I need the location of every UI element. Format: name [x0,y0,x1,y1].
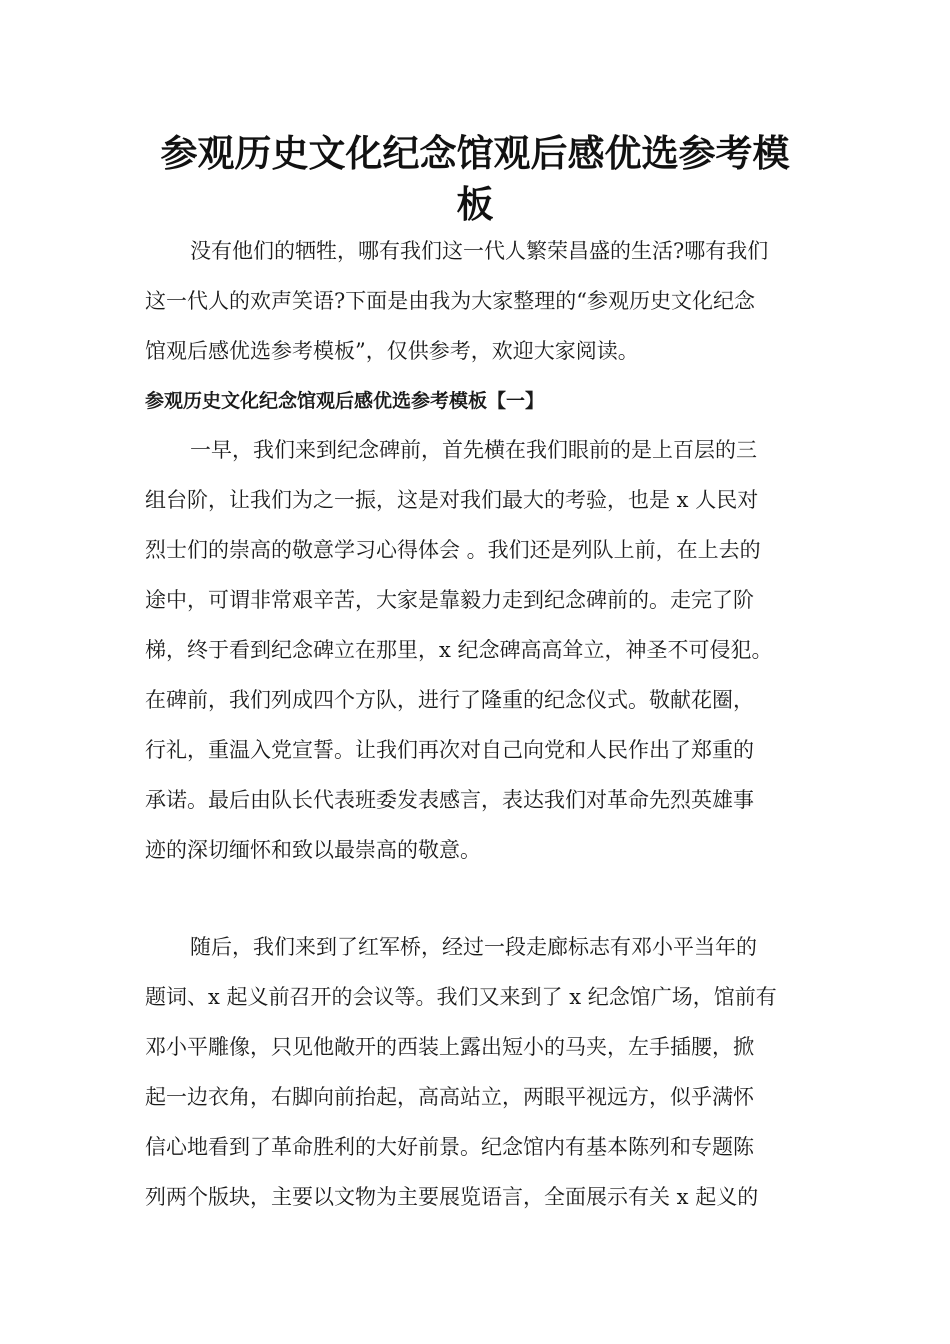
document-title-line-1: 参观历史文化纪念馆观后感优选参考模 [160,132,790,175]
paragraph1-line-2: 组台阶，让我们为之一振，这是对我们最大的考验，也是 x 人民对 [145,488,759,512]
paragraph1-line-9: 迹的深切缅怀和致以最崇高的敬意。 [145,838,481,862]
paragraph1-line-5: 梯，终于看到纪念碑立在那里，x 纪念碑高高耸立，神圣不可侵犯。 [145,638,773,662]
paragraph2-line-2: 题词、x 起义前召开的会议等。我们又来到了 x 纪念馆广场，馆前有 [145,985,777,1009]
paragraph2-line-1: 随后，我们来到了红军桥，经过一段走廊标志有邓小平当年的 [190,935,757,959]
paragraph2-line-3: 邓小平雕像，只见他敞开的西装上露出短小的马夹，左手插腰，掀 [145,1035,754,1059]
paragraph1-line-7: 行礼，重温入党宣誓。让我们再次对自己向党和人民作出了郑重的 [145,738,754,762]
paragraph1-line-3: 烈士们的崇高的敬意学习心得体会 。我们还是列队上前，在上去的 [145,538,761,562]
paragraph1-line-1: 一早，我们来到纪念碑前，首先横在我们眼前的是上百层的三 [190,438,757,462]
section-heading: 参观历史文化纪念馆观后感优选参考模板【一】 [145,390,545,412]
paragraph1-line-4: 途中，可谓非常艰辛苦，大家是靠毅力走到纪念碑前的。走完了阶 [145,588,754,612]
paragraph2-line-5: 信心地看到了革命胜利的大好前景。纪念馆内有基本陈列和专题陈 [145,1135,754,1159]
document-title-line-2: 板 [456,183,494,226]
intro-line-3: 馆观后感优选参考模板”，仅供参考，欢迎大家阅读。 [145,339,639,363]
paragraph2-line-4: 起一边衣角，右脚向前抬起，高高站立，两眼平视远方，似乎满怀 [145,1085,754,1109]
paragraph1-line-8: 承诺。最后由队长代表班委发表感言，表达我们对革命先烈英雄事 [145,788,754,812]
paragraph1-line-6: 在碑前，我们列成四个方队，进行了隆重的纪念仪式。敬献花圈， [145,688,754,712]
paragraph2-line-6: 列两个版块，主要以文物为主要展览语言，全面展示有关 x 起义的 [145,1185,759,1209]
intro-line-2: 这一代人的欢声笑语?下面是由我为大家整理的“参观历史文化纪念 [145,289,755,313]
intro-line-1: 没有他们的牺牲，哪有我们这一代人繁荣昌盛的生活?哪有我们 [190,239,769,263]
